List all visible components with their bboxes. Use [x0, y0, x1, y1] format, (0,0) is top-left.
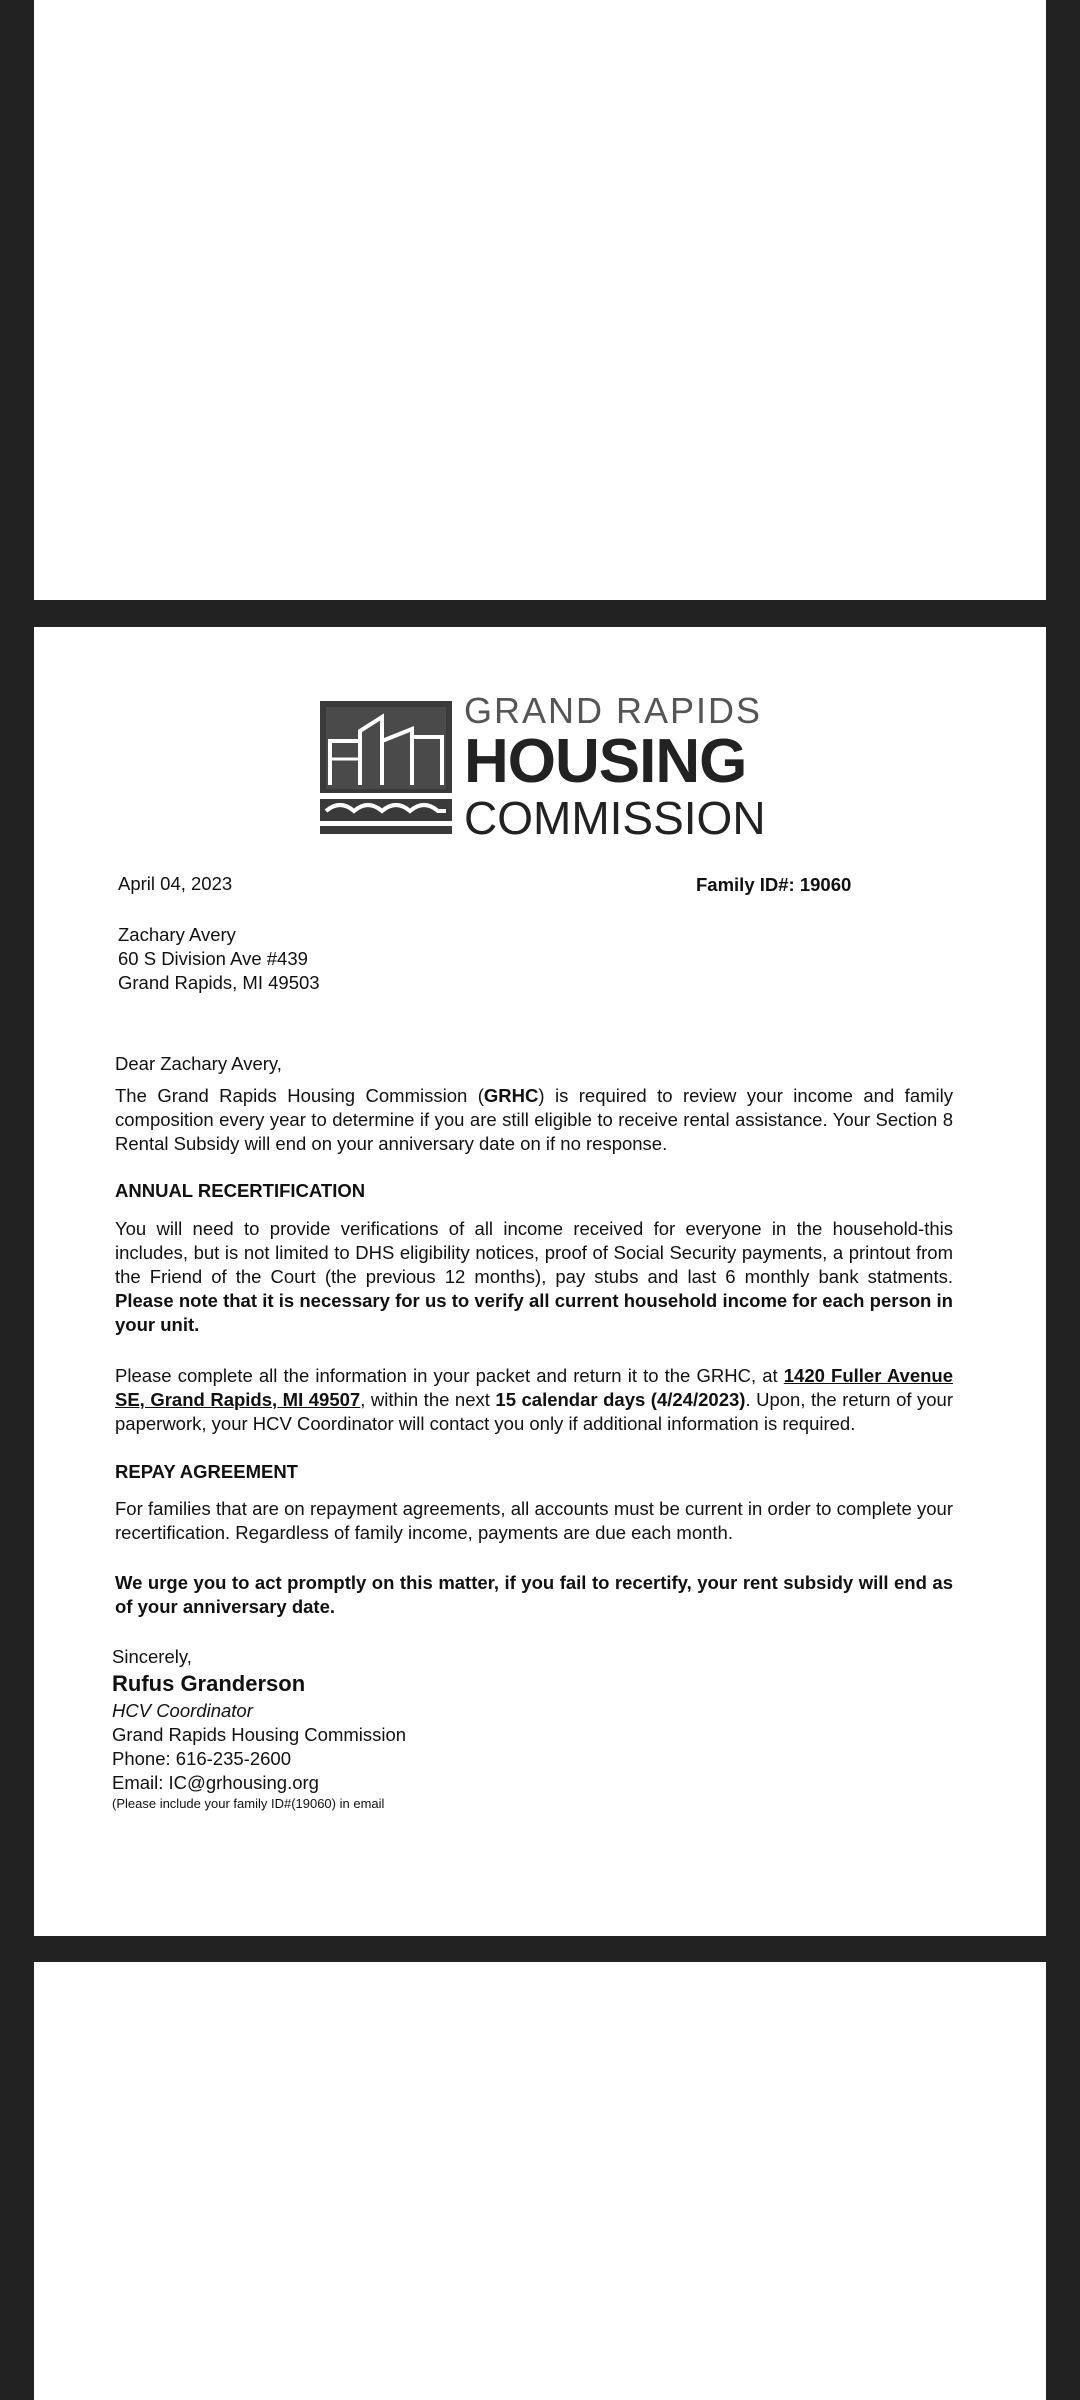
housing-logo-icon [320, 701, 452, 834]
heading-annual-recertification: ANNUAL RECERTIFICATION [115, 1180, 366, 1201]
recipient-street: 60 S Division Ave #439 [118, 948, 308, 969]
grhc-logo [320, 690, 766, 844]
letter-date: April 04, 2023 [118, 873, 233, 894]
letter-page [34, 627, 1046, 1936]
recipient-city: Grand Rapids, MI 49503 [118, 972, 320, 993]
blank-page-top [34, 0, 1046, 600]
family-id: Family ID#: 19060 [696, 874, 852, 895]
intro-paragraph: The Grand Rapids Housing Commission (GRHC) is required to review your income and family composition every year to determine if you are still eligible to receive rental assistance. Your Section 8 Rental Subsidy will end on your anniversary date on if no response. [115, 1085, 953, 1154]
signer-phone: Phone: 616-235-2600 [112, 1748, 291, 1769]
closing: Sincerely, [112, 1646, 192, 1667]
urgent-notice-paragraph: We urge you to act promptly on this matter, if you fail to recertify, your rent subsidy will end as of your anniversary date. [115, 1572, 953, 1617]
email-note: (Please include your family ID#(19060) in email [112, 1796, 385, 1811]
logo-line-grand-rapids: GRAND RAPIDS [464, 690, 763, 731]
signer-organization: Grand Rapids Housing Commission [112, 1724, 407, 1745]
salutation: Dear Zachary Avery, [115, 1053, 282, 1074]
logo-line-commission: COMMISSION [464, 792, 766, 844]
logo-wordmark [464, 690, 766, 844]
blank-page-bottom [34, 1962, 1046, 2400]
heading-repay-agreement: REPAY AGREEMENT [115, 1461, 298, 1482]
recipient-address [118, 923, 320, 995]
verification-paragraph: You will need to provide verifications of all income received for everyone in the household-this includes, but is not limited to DHS eligibility notices, proof of Social Security payments, a printout from the Friend of the Court (the previous 12 months), pay stubs and last 6 monthly bank statments. Please note that it is necessary for us to verify all current household income for each person in your unit. [115, 1218, 953, 1335]
signer-name: Rufus Granderson [112, 1671, 306, 1696]
signer-title: HCV Coordinator [112, 1700, 253, 1721]
return-packet-paragraph: Please complete all the information in your packet and return it to the GRHC, at 1420 Fuller Avenue SE, Grand Rapids, MI 49507, within the next 15 calendar days (4/24/2023). Upon, the return of your paperwork, your HCV Coordinator will contact you only if additional information is required. [115, 1365, 954, 1434]
recipient-name: Zachary Avery [118, 924, 236, 945]
logo-line-housing: HOUSING [464, 727, 747, 796]
repay-paragraph: For families that are on repayment agreements, all accounts must be current in order to complete your recertification. Regardless of family income, payments are due each month. [115, 1498, 953, 1543]
signer-email: Email: IC@grhousing.org [112, 1772, 319, 1793]
